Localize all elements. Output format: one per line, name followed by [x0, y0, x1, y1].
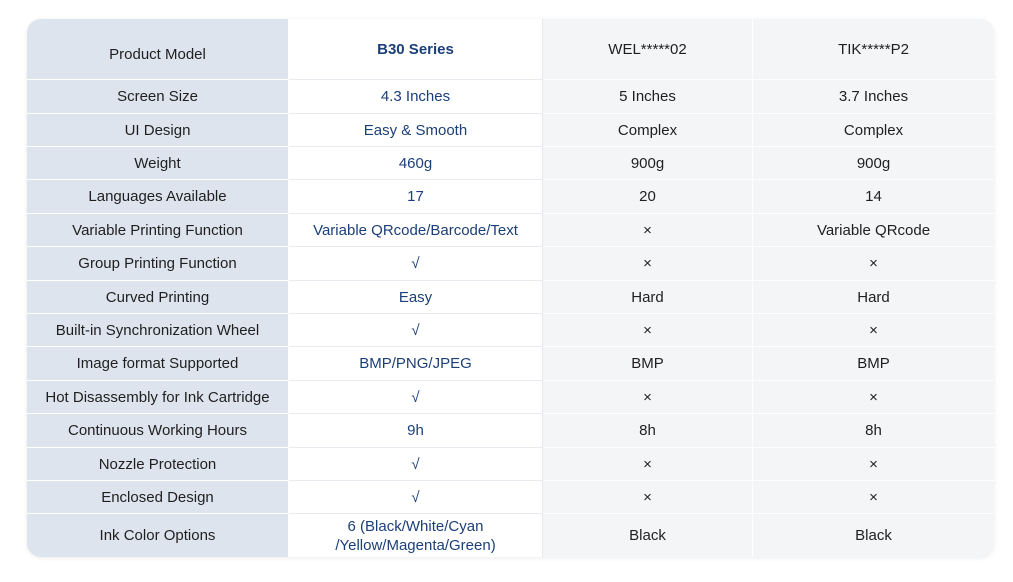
tik-value: Variable QRcode — [753, 213, 994, 246]
tik-value: Complex — [753, 113, 994, 146]
table-row — [27, 413, 994, 447]
wel-value: × — [543, 213, 753, 246]
header-wel-cell: WEL*****02 — [543, 19, 753, 79]
b30-value: √ — [289, 480, 543, 513]
wel-value: Complex — [543, 113, 753, 146]
table-row — [27, 380, 994, 413]
tik-value: 14 — [753, 179, 994, 213]
tik-value: Black — [753, 513, 994, 557]
b30-value-line: 6 (Black/White/Cyan — [347, 517, 484, 535]
row-label: Hot Disassembly for Ink Cartridge — [27, 380, 289, 413]
row-label: Nozzle Protection — [27, 447, 289, 480]
table-row — [27, 513, 994, 557]
b30-value: 460g — [289, 146, 543, 179]
tik-value: × — [753, 313, 994, 346]
wel-value: BMP — [543, 346, 753, 380]
tik-value: 8h — [753, 413, 994, 447]
row-label: Variable Printing Function — [27, 213, 289, 246]
tik-value: BMP — [753, 346, 994, 380]
header-b30-title: B30 Series — [377, 41, 454, 58]
b30-value-line: /Yellow/Magenta/Green) — [335, 536, 496, 554]
tik-value: 3.7 Inches — [753, 79, 994, 113]
wel-value: × — [543, 480, 753, 513]
row-label: Ink Color Options — [27, 513, 289, 557]
row-label: Weight — [27, 146, 289, 179]
wel-value: 5 Inches — [543, 79, 753, 113]
row-label: Enclosed Design — [27, 480, 289, 513]
table-header-row — [27, 19, 994, 79]
table-row — [27, 146, 994, 179]
table-row — [27, 246, 994, 280]
wel-value: 8h — [543, 413, 753, 447]
header-tik-cell: TIK*****P2 — [753, 19, 994, 79]
b30-value: √ — [289, 447, 543, 480]
table-row — [27, 113, 994, 146]
row-label: Continuous Working Hours — [27, 413, 289, 447]
table-row — [27, 213, 994, 246]
b30-value: Variable QRcode/Barcode/Text — [289, 213, 543, 246]
row-label: Image format Supported — [27, 346, 289, 380]
row-label: UI Design — [27, 113, 289, 146]
tik-value: 900g — [753, 146, 994, 179]
row-label: Languages Available — [27, 179, 289, 213]
wel-value: 900g — [543, 146, 753, 179]
wel-value: × — [543, 447, 753, 480]
table-row — [27, 280, 994, 313]
wel-value: × — [543, 246, 753, 280]
tik-value: × — [753, 246, 994, 280]
table-row — [27, 79, 994, 113]
b30-value: BMP/PNG/JPEG — [289, 346, 543, 380]
b30-value: 9h — [289, 413, 543, 447]
wel-value: Black — [543, 513, 753, 557]
row-label: Curved Printing — [27, 280, 289, 313]
comparison-table — [27, 19, 994, 557]
row-label: Built-in Synchronization Wheel — [27, 313, 289, 346]
tik-value: × — [753, 480, 994, 513]
table-row — [27, 179, 994, 213]
b30-value: Easy — [289, 280, 543, 313]
tik-value: × — [753, 447, 994, 480]
b30-value: Easy & Smooth — [289, 113, 543, 146]
header-b30-cell — [289, 19, 543, 79]
table-row — [27, 313, 994, 346]
b30-value: √ — [289, 246, 543, 280]
wel-value: × — [543, 313, 753, 346]
table-row — [27, 480, 994, 513]
row-label: Screen Size — [27, 79, 289, 113]
wel-value: × — [543, 380, 753, 413]
tik-value: × — [753, 380, 994, 413]
table-row — [27, 346, 994, 380]
b30-value: √ — [289, 313, 543, 346]
b30-value: 4.3 Inches — [289, 79, 543, 113]
b30-value: √ — [289, 380, 543, 413]
header-label-cell: Product Model — [27, 19, 289, 79]
b30-value — [289, 513, 543, 557]
tik-value: Hard — [753, 280, 994, 313]
row-label: Group Printing Function — [27, 246, 289, 280]
table-row — [27, 447, 994, 480]
wel-value: 20 — [543, 179, 753, 213]
b30-value: 17 — [289, 179, 543, 213]
wel-value: Hard — [543, 280, 753, 313]
